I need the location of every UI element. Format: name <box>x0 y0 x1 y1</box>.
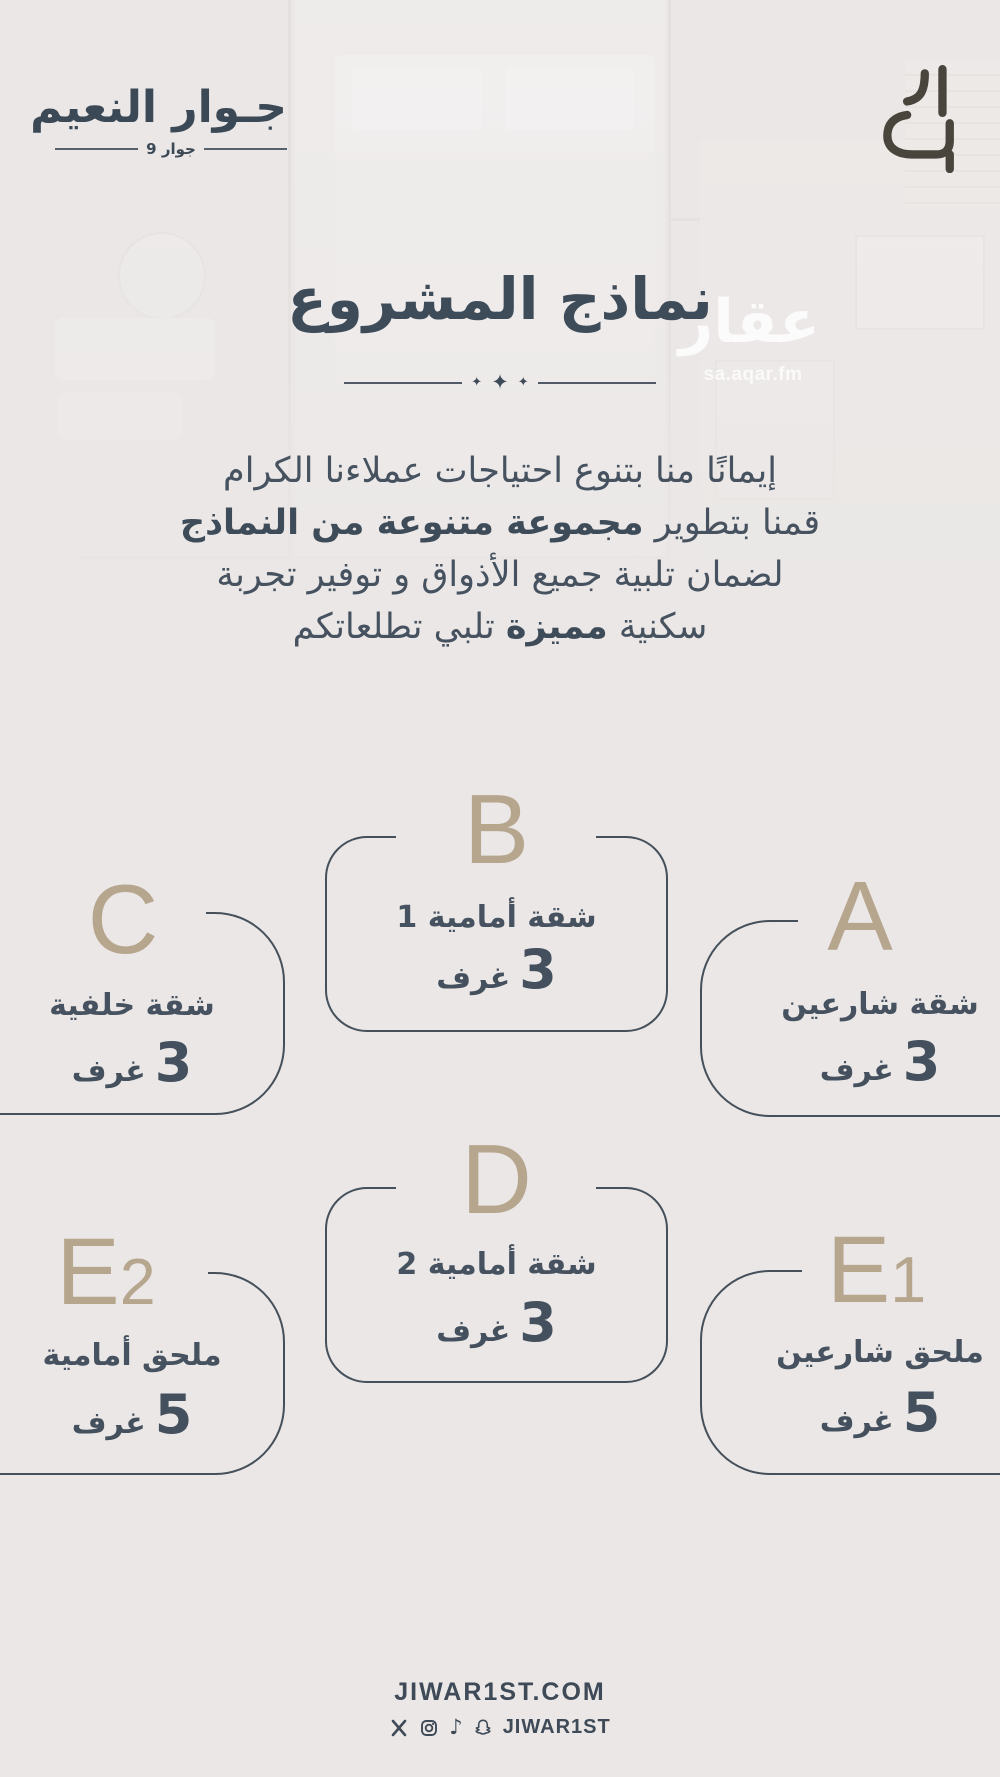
intro-paragraph <box>50 445 950 653</box>
model-letter-main: D <box>461 1124 532 1234</box>
intro-line-4-regular2: تلبي تطلعاتكم <box>292 607 506 647</box>
intro-line-2-regular: قمنا بتطوير <box>643 503 821 543</box>
rooms-unit: غرف <box>819 1404 894 1439</box>
divider-line-left <box>344 382 462 384</box>
star-icon: ✦ <box>491 370 509 394</box>
model-letter-main: C <box>87 864 159 974</box>
star-icon: ✦ <box>517 375 529 390</box>
intro-line-4 <box>50 601 950 653</box>
model-letter <box>40 864 206 974</box>
brand-subtitle: جوار 9 <box>146 140 196 159</box>
rooms-count: 5 <box>154 1383 193 1446</box>
model-card-E2 <box>0 1215 285 1477</box>
model-name: شقة أمامية 1 <box>396 900 597 935</box>
intro-line-2 <box>50 497 950 549</box>
website-text: JIWAR1ST.COM <box>394 1678 606 1706</box>
model-rooms <box>325 1291 668 1354</box>
intro-line-2-bold: مجموعة متنوعة من النماذج <box>179 503 644 543</box>
footer <box>0 1678 1000 1739</box>
model-letter-main: E <box>826 1217 891 1323</box>
snapchat-icon <box>473 1718 493 1738</box>
model-name: ملحق أمامية <box>42 1338 222 1373</box>
rooms-unit: غرف <box>819 1053 894 1088</box>
model-letter <box>325 1124 668 1234</box>
model-letter <box>19 1219 194 1325</box>
model-rooms <box>325 938 668 1001</box>
model-letter <box>760 861 960 971</box>
model-card-A <box>700 861 1000 1120</box>
watermark-text: عقار <box>678 287 820 357</box>
divider-line-right <box>538 382 656 384</box>
rooms-count: 3 <box>902 1030 941 1093</box>
model-rooms <box>0 1383 266 1446</box>
rooms-unit: غرف <box>71 1054 146 1089</box>
rooms-unit: غرف <box>436 961 511 996</box>
model-card-B <box>325 755 668 1032</box>
brand-monogram-icon <box>878 64 956 166</box>
brand-wordmark: جـوار النعيم <box>30 82 287 133</box>
brand-subline <box>55 140 287 158</box>
rooms-count: 3 <box>519 938 557 1001</box>
star-icon: ✦ <box>471 375 483 390</box>
page-title: نماذج المشروع <box>287 265 713 333</box>
model-name: شقة شارعين <box>781 987 979 1022</box>
rooms-unit: غرف <box>436 1314 511 1349</box>
model-rooms <box>740 1381 1000 1444</box>
model-name: شقة خلفية <box>49 988 215 1023</box>
social-handle: JIWAR1ST <box>502 1716 611 1738</box>
rooms-unit: غرف <box>71 1406 146 1441</box>
model-card-E1 <box>700 1213 1000 1477</box>
rooms-count: 3 <box>519 1291 557 1354</box>
model-letter <box>777 1217 977 1323</box>
model-name: ملحق شارعين <box>776 1335 984 1370</box>
model-rooms <box>740 1030 1000 1093</box>
intro-line-1: إيمانًا منا بتنوع احتياجات عملاءنا الكرام <box>223 451 777 491</box>
model-letter-sub: 2 <box>119 1246 157 1318</box>
model-letter <box>325 774 668 884</box>
model-rooms <box>0 1031 266 1094</box>
intro-line-4-bold: مميزة <box>505 607 608 647</box>
model-letter-main: E <box>56 1219 120 1325</box>
brand-rule-left <box>55 148 138 150</box>
x-icon <box>389 1718 409 1738</box>
social-row <box>0 1716 1000 1739</box>
model-card-D <box>325 1105 668 1380</box>
model-letter-main: A <box>827 861 893 971</box>
rooms-count: 3 <box>154 1031 193 1094</box>
rooms-count: 5 <box>902 1381 941 1444</box>
tiktok-icon: ♪ <box>449 1715 463 1739</box>
title-divider <box>0 372 1000 393</box>
brand-logo <box>30 82 287 159</box>
model-letter-sub: 1 <box>890 1244 928 1316</box>
watermark-subtext: sa.aqar.fm <box>703 364 803 385</box>
instagram-icon <box>419 1718 439 1738</box>
brand-rule-right <box>204 148 287 150</box>
intro-line-3: لضمان تلبية جميع الأذواق و توفير تجربة <box>216 555 784 595</box>
model-name: شقة أمامية 2 <box>396 1247 597 1282</box>
model-card-C <box>0 855 285 1117</box>
intro-line-4-regular: سكنية <box>607 607 708 647</box>
model-letter-main: B <box>463 774 530 884</box>
